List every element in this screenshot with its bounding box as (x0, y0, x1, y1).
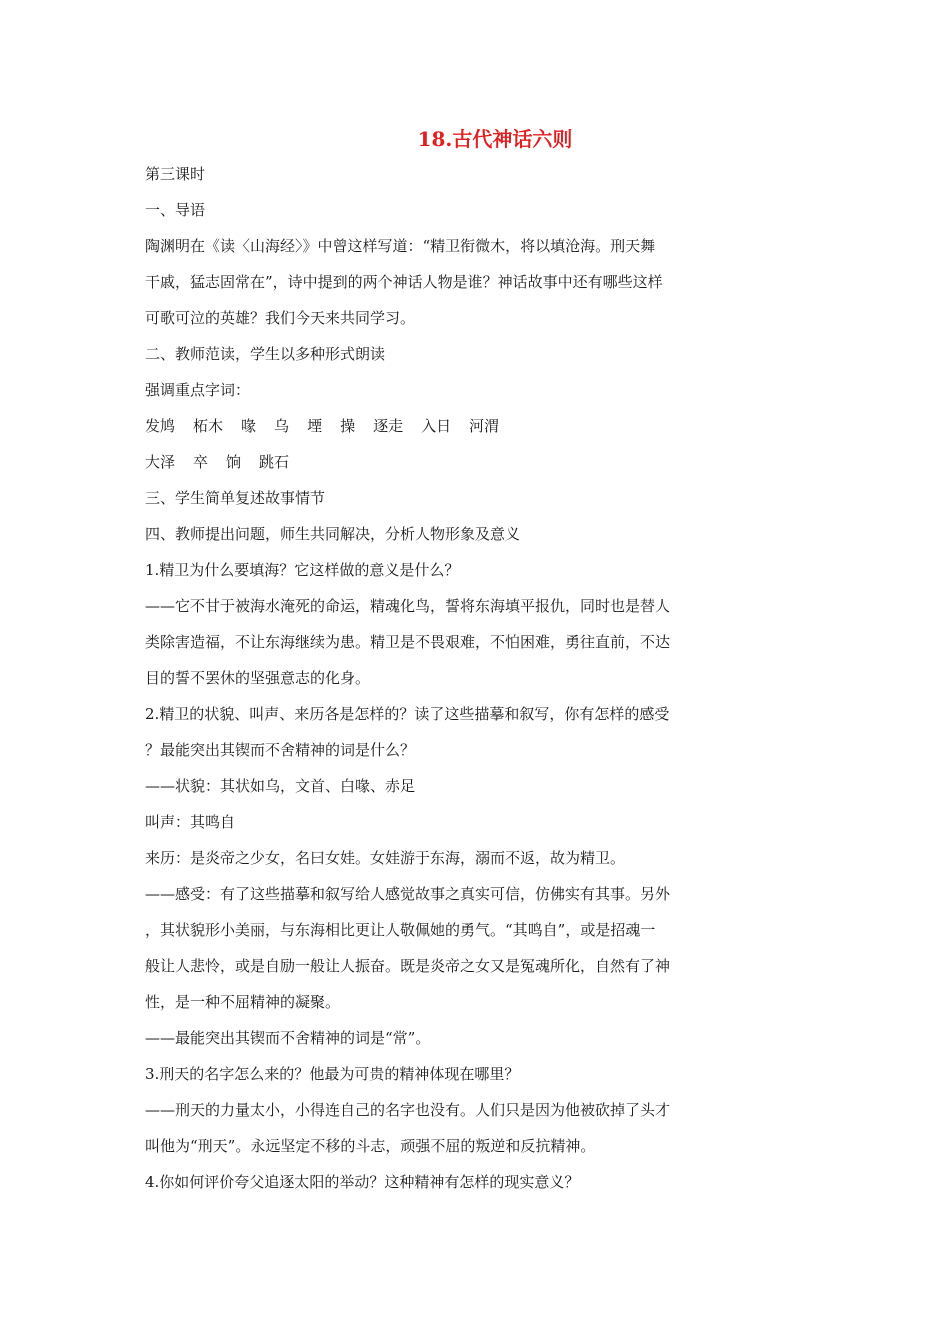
answer-line: ——刑天的力量太小，小得连自己的名字也没有。人们只是因为他被砍掉了头才 (145, 1101, 671, 1119)
key-word: 喙 (241, 417, 257, 435)
answer-line: ——感受：有了这些描摹和叙写给人感觉故事之真实可信，仿佛实有其事。另外 (145, 885, 671, 903)
question-1: 1.精卫为什么要填海？它这样做的意义是什么？ (145, 561, 460, 579)
key-word: 发鸠 (145, 417, 176, 435)
key-word: 乌 (274, 417, 290, 435)
key-word: 卒 (193, 453, 209, 471)
key-word: 堙 (307, 417, 323, 435)
question-2: 2.精卫的状貌、叫声、来历各是怎样的？读了这些描摹和叙写，你有怎样的感受 (145, 705, 670, 723)
lesson-period: 第三课时 (145, 165, 206, 183)
page-title: 18.古代神话六则 (417, 127, 573, 151)
key-word: 大泽 (145, 453, 176, 471)
document-body (145, 156, 743, 1200)
key-word: 操 (340, 417, 356, 435)
paragraph-line: 可歌可泣的英雄？我们今天来共同学习。 (145, 309, 416, 327)
section-heading-reading: 二、教师范读，学生以多种形式朗读 (145, 345, 386, 363)
section-heading-questions: 四、教师提出问题，师生共同解决，分析人物形象及意义 (145, 525, 521, 543)
answer-line: 目的誓不罢休的坚强意志的化身。 (145, 669, 371, 687)
answer-line: 叫他为“刑天”。永远坚定不移的斗志，顽强不屈的叛逆和反抗精神。 (145, 1137, 596, 1155)
answer-line: 叫声：其鸣自 (145, 813, 236, 831)
key-words-row-2 (145, 444, 743, 480)
answer-line: 来历：是炎帝之少女，名曰女娃。女娃游于东海，溺而不返，故为精卫。 (145, 849, 626, 867)
answer-line: ——状貌：其状如乌，文首、白喙、赤足 (145, 777, 416, 795)
answer-line: ——最能突出其锲而不舍精神的词是“常”。 (145, 1029, 431, 1047)
question-2-continued: ？最能突出其锲而不舍精神的词是什么？ (145, 741, 416, 759)
paragraph-line: 干戚，猛志固常在”，诗中提到的两个神话人物是谁？神话故事中还有哪些这样 (145, 273, 663, 291)
answer-line: ，其状貌形小美丽，与东海相比更让人敬佩她的勇气。“其鸣自”，或是招魂一 (145, 921, 656, 939)
section-heading-intro: 一、导语 (145, 201, 206, 219)
key-word: 跳石 (259, 453, 290, 471)
key-word: 逐走 (373, 417, 404, 435)
paragraph-line: 陶渊明在《读〈山海经〉》中曾这样写道：“精卫衔微木，将以填沧海。刑天舞 (145, 237, 656, 255)
section-heading-retell: 三、学生简单复述故事情节 (145, 489, 326, 507)
question-4: 4.你如何评价夸父追逐太阳的举动？这种精神有怎样的现实意义？ (145, 1173, 580, 1191)
answer-line: 般让人悲怜，或是自励一般让人振奋。既是炎帝之女又是冤魂所化，自然有了神 (145, 957, 671, 975)
key-word: 入日 (421, 417, 452, 435)
key-words-label: 强调重点字词： (145, 381, 251, 399)
key-word: 饷 (226, 453, 242, 471)
key-word: 河渭 (469, 417, 500, 435)
question-3: 3.刑天的名字怎么来的？他最为可贵的精神体现在哪里？ (145, 1065, 520, 1083)
answer-line: 性，是一种不屈精神的凝聚。 (145, 993, 341, 1011)
answer-line: ——它不甘于被海水淹死的命运，精魂化鸟，誓将东海填平报仇，同时也是替人 (145, 597, 671, 615)
key-words-row-1 (145, 408, 743, 444)
answer-line: 类除害造福，不让东海继续为患。精卫是不畏艰难，不怕困难，勇往直前，不达 (145, 633, 671, 651)
key-word: 柘木 (193, 417, 224, 435)
